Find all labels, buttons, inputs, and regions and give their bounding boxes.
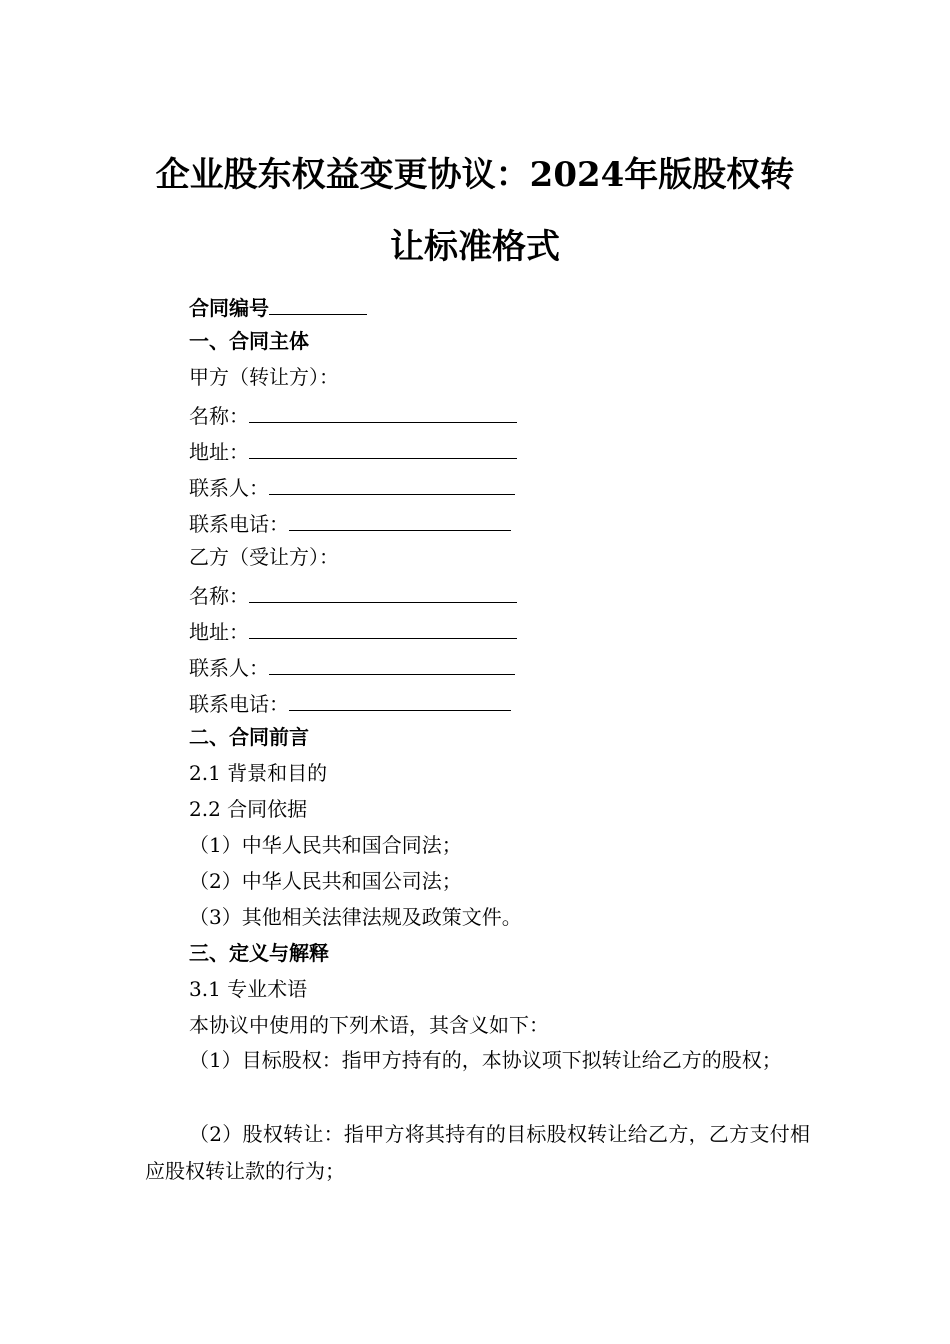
basis-item-1: （1）中华人民共和国合同法；: [189, 833, 462, 857]
party-b-contact-row: [189, 652, 515, 681]
party-b-contact-blank[interactable]: [269, 652, 515, 675]
section-3-heading: 三、定义与解释: [189, 941, 329, 965]
party-b-name-row: [189, 580, 517, 609]
document-title-line-1: 企业股东权益变更协议：2024年版股权转: [155, 155, 795, 195]
contract-number-blank[interactable]: [269, 292, 367, 315]
contract-number-label: 合同编号: [189, 296, 269, 320]
party-b-address-label: 地址：: [189, 620, 249, 644]
party-a-name-row: [189, 400, 517, 429]
party-a-contact-row: [189, 472, 515, 501]
definition-item-1: （1）目标股权：指甲方持有的，本协议项下拟转让给乙方的股权；: [189, 1048, 782, 1072]
party-b-phone-blank[interactable]: [289, 688, 511, 711]
party-b-contact-label: 联系人：: [189, 656, 269, 680]
party-a-contact-label: 联系人：: [189, 476, 269, 500]
party-b-address-blank[interactable]: [249, 616, 517, 639]
clause-3-1: 3.1 专业术语: [189, 977, 308, 1001]
party-a-contact-blank[interactable]: [269, 472, 515, 495]
party-b-name-label: 名称：: [189, 584, 249, 608]
party-a-label: 甲方（转让方）：: [189, 365, 339, 389]
party-b-phone-row: [189, 688, 511, 717]
party-a-address-blank[interactable]: [249, 436, 517, 459]
party-a-address-label: 地址：: [189, 440, 249, 464]
party-a-phone-label: 联系电话：: [189, 512, 289, 536]
section-1-heading: 一、合同主体: [189, 329, 309, 353]
basis-item-3: （3）其他相关法律法规及政策文件。: [189, 905, 522, 929]
party-a-address-row: [189, 436, 517, 465]
definitions-intro: 本协议中使用的下列术语，其含义如下：: [189, 1013, 549, 1037]
basis-item-2: （2）中华人民共和国公司法；: [189, 869, 462, 893]
party-b-phone-label: 联系电话：: [189, 692, 289, 716]
party-a-name-blank[interactable]: [249, 400, 517, 423]
party-b-name-blank[interactable]: [249, 580, 517, 603]
party-a-name-label: 名称：: [189, 404, 249, 428]
party-b-address-row: [189, 616, 517, 645]
definition-item-2: （2）股权转让：指甲方将其持有的目标股权转让给乙方，乙方支付相应股权转让款的行为；: [145, 1122, 810, 1183]
party-a-phone-row: [189, 508, 511, 537]
party-a-phone-blank[interactable]: [289, 508, 511, 531]
document-title-line-2: 让标准格式: [390, 227, 560, 267]
clause-2-1: 2.1 背景和目的: [189, 761, 328, 785]
contract-number-row: [189, 292, 367, 321]
party-b-label: 乙方（受让方）：: [189, 545, 339, 569]
section-2-heading: 二、合同前言: [189, 725, 309, 749]
clause-2-2: 2.2 合同依据: [189, 797, 308, 821]
